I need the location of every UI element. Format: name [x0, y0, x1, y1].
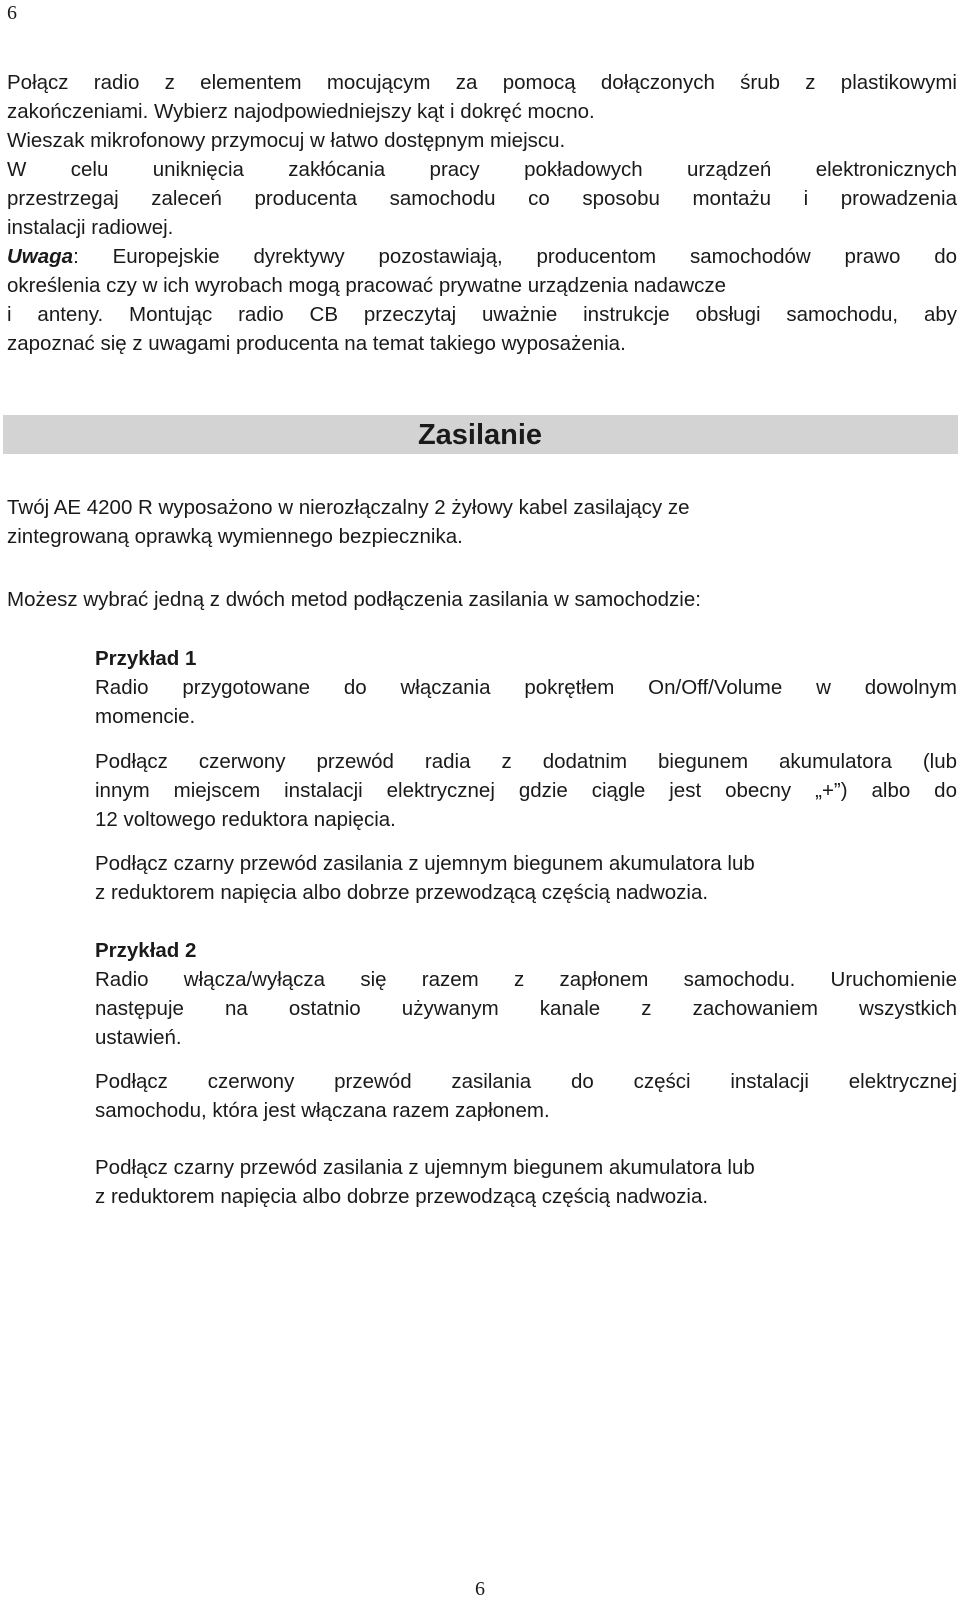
power-cable-paragraph	[7, 493, 957, 551]
intro-line-2: zakończeniami. Wybierz najodpowiedniejszy kąt i dokręć mocno.	[7, 100, 595, 123]
example-2-desc-line-3: ustawień.	[95, 1026, 182, 1049]
example-1-title: Przykład 1	[95, 647, 197, 670]
installation-instructions	[7, 68, 957, 358]
example-1-red-line-1: Podłącz czerwony przewód radia z dodatnim biegunem akumulatora (lub	[95, 750, 957, 773]
note-line-1	[7, 242, 957, 271]
example-2-title-block	[95, 936, 957, 965]
intro-line-1: Połącz radio z elementem mocującym za pomocą dołączonych śrub z plastikowymi	[7, 71, 957, 94]
example-2-description	[95, 965, 957, 1052]
connection-methods-line: Możesz wybrać jedną z dwóch metod podłączenia zasilania w samochodzie:	[7, 588, 701, 611]
note-line-3: i anteny. Montując radio CB przeczytaj uważnie instrukcje obsługi samochodu, aby	[7, 303, 957, 326]
example-1-black-line-1: Podłącz czarny przewód zasilania z ujemnym biegunem akumulatora lub	[95, 852, 755, 875]
intro-line-3: Wieszak mikrofonowy przymocuj w łatwo dostępnym miejscu.	[7, 129, 566, 152]
page-number-top: 6	[7, 2, 17, 24]
example-2-red-line-1: Podłącz czerwony przewód zasilania do części instalacji elektrycznej	[95, 1070, 957, 1093]
example-1-red-line-3: 12 voltowego reduktora napięcia.	[95, 808, 396, 831]
intro-line-6: instalacji radiowej.	[7, 216, 174, 239]
example-2-desc-line-2: następuje na ostatnio używanym kanale z zachowaniem wszystkich	[95, 997, 957, 1020]
example-1-red-wire	[95, 747, 957, 834]
example-2-black-wire	[95, 1153, 957, 1211]
example-1-desc-line-1: Radio przygotowane do włączania pokrętłem On/Off/Volume w dowolnym	[95, 676, 957, 699]
intro-line-4: W celu uniknięcia zakłócania pracy pokładowych urządzeń elektronicznych	[7, 158, 957, 181]
example-1-desc-line-2: momencie.	[95, 705, 196, 728]
note-line-4: zapoznać się z uwagami producenta na temat takiego wyposażenia.	[7, 332, 626, 355]
example-1-description	[95, 673, 957, 731]
example-2-black-line-1: Podłącz czarny przewód zasilania z ujemnym biegunem akumulatora lub	[95, 1156, 755, 1179]
note-text: : Europejskie dyrektywy pozostawiają, producentom samochodów prawo do	[73, 245, 957, 268]
example-2-title: Przykład 2	[95, 939, 197, 962]
example-1-red-line-2: innym miejscem instalacji elektrycznej gdzie ciągle jest obecny „+”) albo do	[95, 779, 957, 802]
section-title: Zasilanie	[417, 419, 543, 451]
power-line-2: zintegrowaną oprawką wymiennego bezpiecznika.	[7, 525, 463, 548]
note-line-2: określenia czy w ich wyrobach mogą pracować prywatne urządzenia nadawcze	[7, 274, 726, 297]
intro-line-5: przestrzegaj zaleceń producenta samochodu co sposobu montażu i prowadzenia	[7, 187, 957, 210]
note-label: Uwaga	[7, 245, 74, 268]
example-1-black-wire	[95, 849, 957, 907]
example-1-title-block	[95, 644, 957, 673]
example-1-black-line-2: z reduktorem napięcia albo dobrze przewodzącą częścią nadwozia.	[95, 881, 709, 904]
connection-methods-paragraph	[7, 585, 957, 614]
example-2-red-wire	[95, 1067, 957, 1125]
example-2-desc-line-1: Radio włącza/wyłącza się razem z zapłonem samochodu. Uruchomienie	[95, 968, 957, 991]
example-2-black-line-2: z reduktorem napięcia albo dobrze przewodzącą częścią nadwozia.	[95, 1185, 709, 1208]
power-line-1: Twój AE 4200 R wyposażono w nierozłączalny 2 żyłowy kabel zasilający ze	[7, 496, 690, 519]
page-number-bottom: 6	[475, 1578, 485, 1600]
example-2-red-line-2: samochodu, która jest włączana razem zapłonem.	[95, 1099, 550, 1122]
